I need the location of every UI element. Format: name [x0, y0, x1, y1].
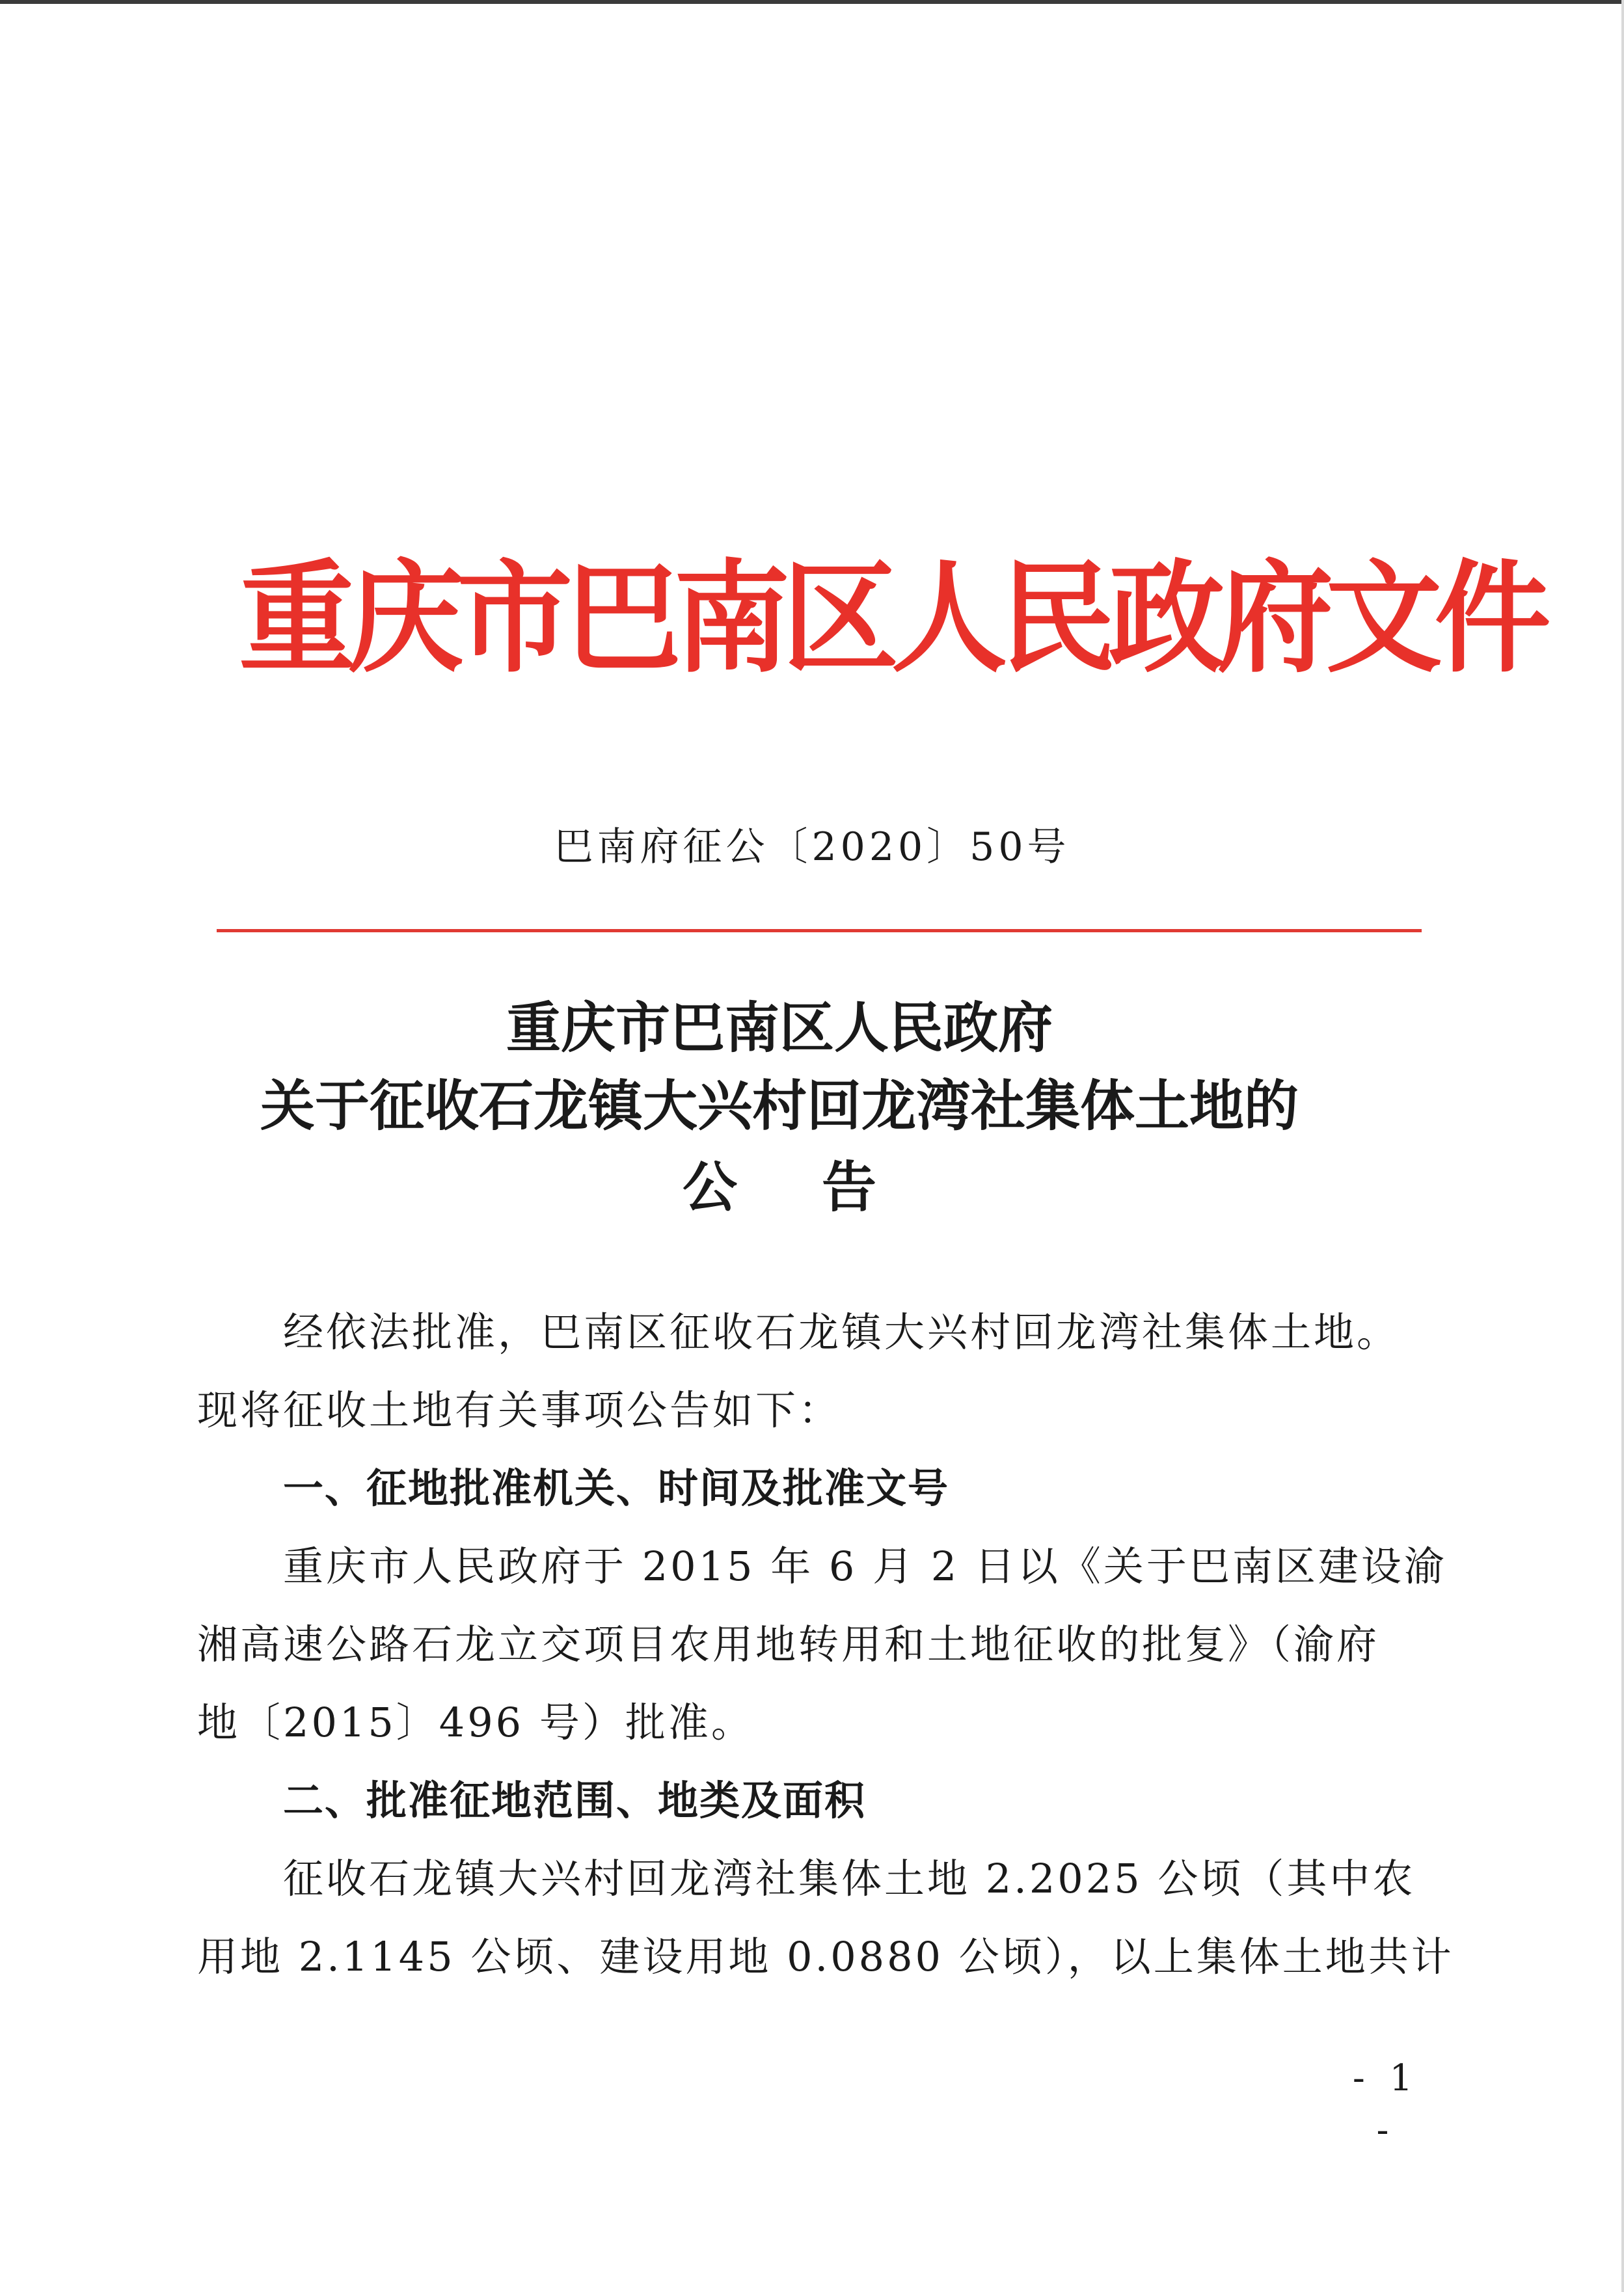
section-2-heading: 二、批准征地范围、地类及面积 — [283, 1777, 867, 1824]
section-1-line-3: 地〔2015〕496 号）批准。 — [197, 1699, 754, 1746]
section-1-heading: 一、征地批准机关、时间及批准文号 — [283, 1464, 950, 1512]
notice-title-line-2: 关于征收石龙镇大兴村回龙湾社集体土地的 — [260, 1074, 1299, 1138]
scan-top-edge — [0, 0, 1624, 4]
document-header-title: 重庆市巴南区人民政府文件 — [239, 546, 1543, 689]
red-divider-line — [217, 929, 1422, 932]
section-1-line-2: 湘高速公路石龙立交项目农用地转用和土地征收的批复》（渝府 — [197, 1621, 1380, 1668]
section-2-line-2: 用地 2.1145 公顷、建设用地 0.0880 公顷），以上集体土地共计 — [197, 1933, 1454, 1980]
scan-right-edge — [1621, 0, 1624, 2292]
document-number: 巴南府征公〔2020〕50号 — [554, 824, 1070, 870]
section-1-line-1: 重庆市人民政府于 2015 年 6 月 2 日以《关于巴南区建设渝 — [283, 1543, 1447, 1590]
intro-paragraph-line-2: 现将征收土地有关事项公告如下： — [197, 1386, 842, 1434]
page-number: - 1 - — [1352, 2057, 1420, 2151]
intro-paragraph-line-1: 经依法批准，巴南区征收石龙镇大兴村回龙湾社集体土地。 — [283, 1308, 1400, 1356]
notice-title-line-1: 重庆市巴南区人民政府 — [506, 996, 1053, 1060]
section-2-line-1: 征收石龙镇大兴村回龙湾社集体土地 2.2025 公顷（其中农 — [283, 1855, 1416, 1902]
notice-title-line-3: 公告 — [682, 1155, 961, 1219]
